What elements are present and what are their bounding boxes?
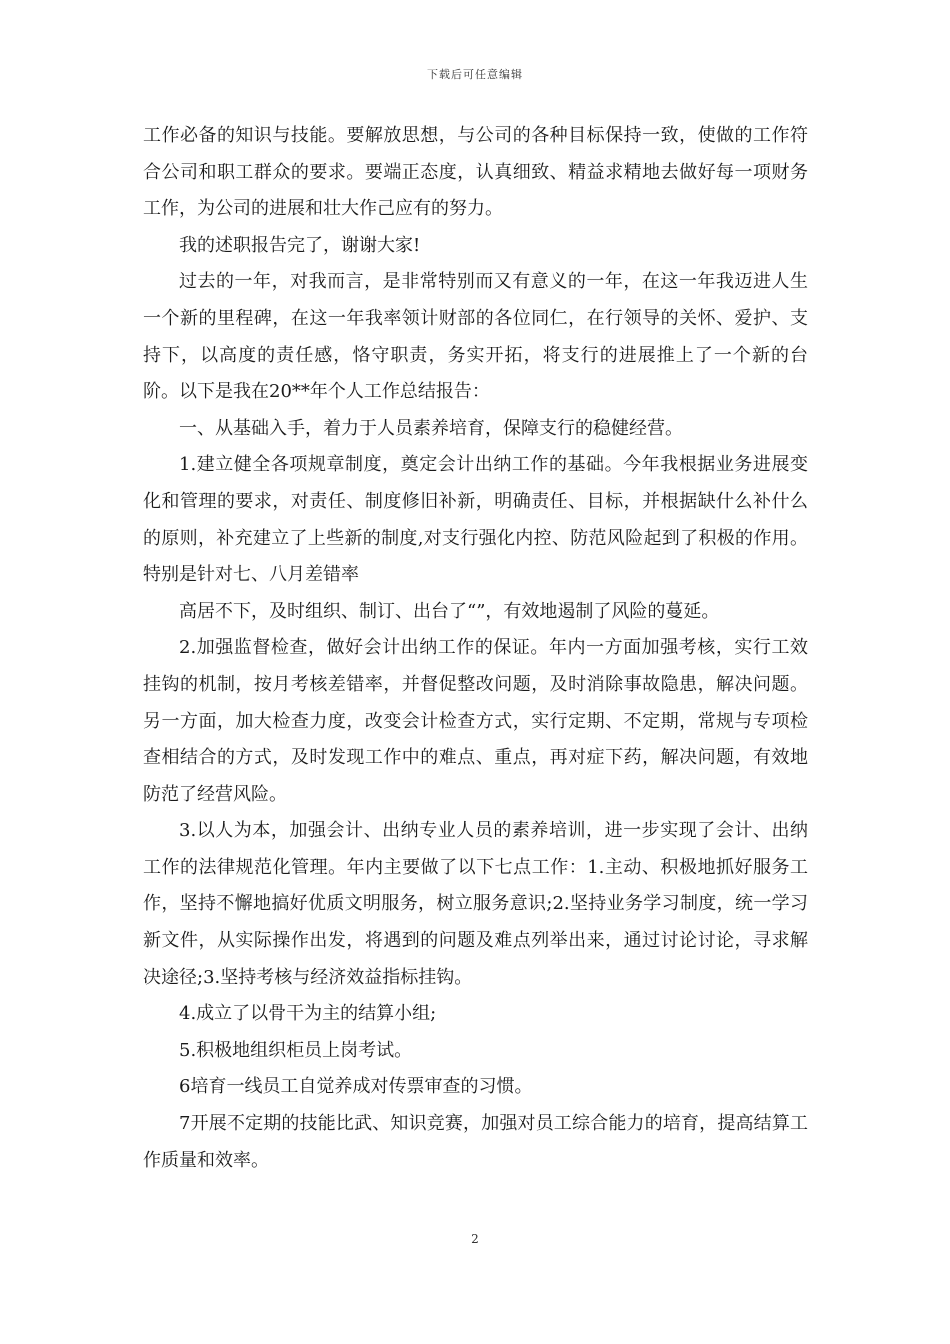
paragraph-1: 工作必备的知识与技能。要解放思想，与公司的各种目标保持一致，使做的工作符合公司和职工群众的要求。要端正态度，认真细致、精益求精地去做好每一项财务工作，为公司的进展和壮大作己应有的努力。: [143, 125, 808, 220]
paragraph-6: 高居不下，及时组织、制订、出台了“”，有效地遏制了风险的蔓延。: [179, 600, 720, 622]
paragraph-7: 2.加强监督检查，做好会计出纳工作的保证。年内一方面加强考核，实行工效挂钩的机制，按月考核差错率，并督促整改问题，及时消除事故隐患，解决问题。另一方面，加大检查力度，改变会计检查方式，实行定期、不定期，常规与专项检查相结合的方式，及时发现工作中的难点、重点，再对症下药，解决问题，有效地防范了经营风险。: [143, 637, 808, 805]
page-number: 2: [471, 1232, 479, 1246]
page-header: 下载后可任意编辑: [427, 68, 523, 81]
paragraph-3: 过去的一年，对我而言，是非常特别而又有意义的一年，在这一年我迈进人生一个新的里程碑，在这一年我率领计财部的各位同仁，在行领导的关怀、爱护、支持下，以高度的责任感，恪守职责，务实开拓，将支行的进展推上了一个新的台阶。以下是我在20**年个人工作总结报告：: [143, 271, 808, 403]
paragraph-12: 7开展不定期的技能比武、知识竞赛，加强对员工综合能力的培育，提高结算工作质量和效率。: [143, 1113, 808, 1171]
paragraph-9: 4.成立了以骨干为主的结算小组;: [179, 1003, 437, 1025]
paragraph-11: 6培育一线员工自觉养成对传票审查的习惯。: [179, 1076, 533, 1098]
paragraph-2: 我的述职报告完了，谢谢大家!: [179, 234, 421, 256]
paragraph-5: 1.建立健全各项规章制度，奠定会计出纳工作的基础。今年我根据业务进展变化和管理的要求，对责任、制度修旧补新，明确责任、目标，并根据缺什么补什么的原则，补充建立了上些新的制度,对支行强化内控、防范风险起到了积极的作用。特别是针对七、八月差错率: [143, 454, 808, 586]
document-body: [143, 118, 808, 1179]
paragraph-10: 5.积极地组织柜员上岗考试。: [179, 1039, 413, 1061]
paragraph-8: 3.以人为本，加强会计、出纳专业人员的素养培训，进一步实现了会计、出纳工作的法律规范化管理。年内主要做了以下七点工作：1.主动、积极地抓好服务工作，坚持不懈地搞好优质文明服务，树立服务意识;2.坚持业务学习制度，统一学习新文件，从实际操作出发，将遇到的问题及难点列举出来，通过讨论讨论，寻求解决途径;3.坚持考核与经济效益指标挂钩。: [143, 820, 808, 988]
paragraph-4: 一、从基础入手，着力于人员素养培育，保障支行的稳健经营。: [179, 417, 683, 439]
